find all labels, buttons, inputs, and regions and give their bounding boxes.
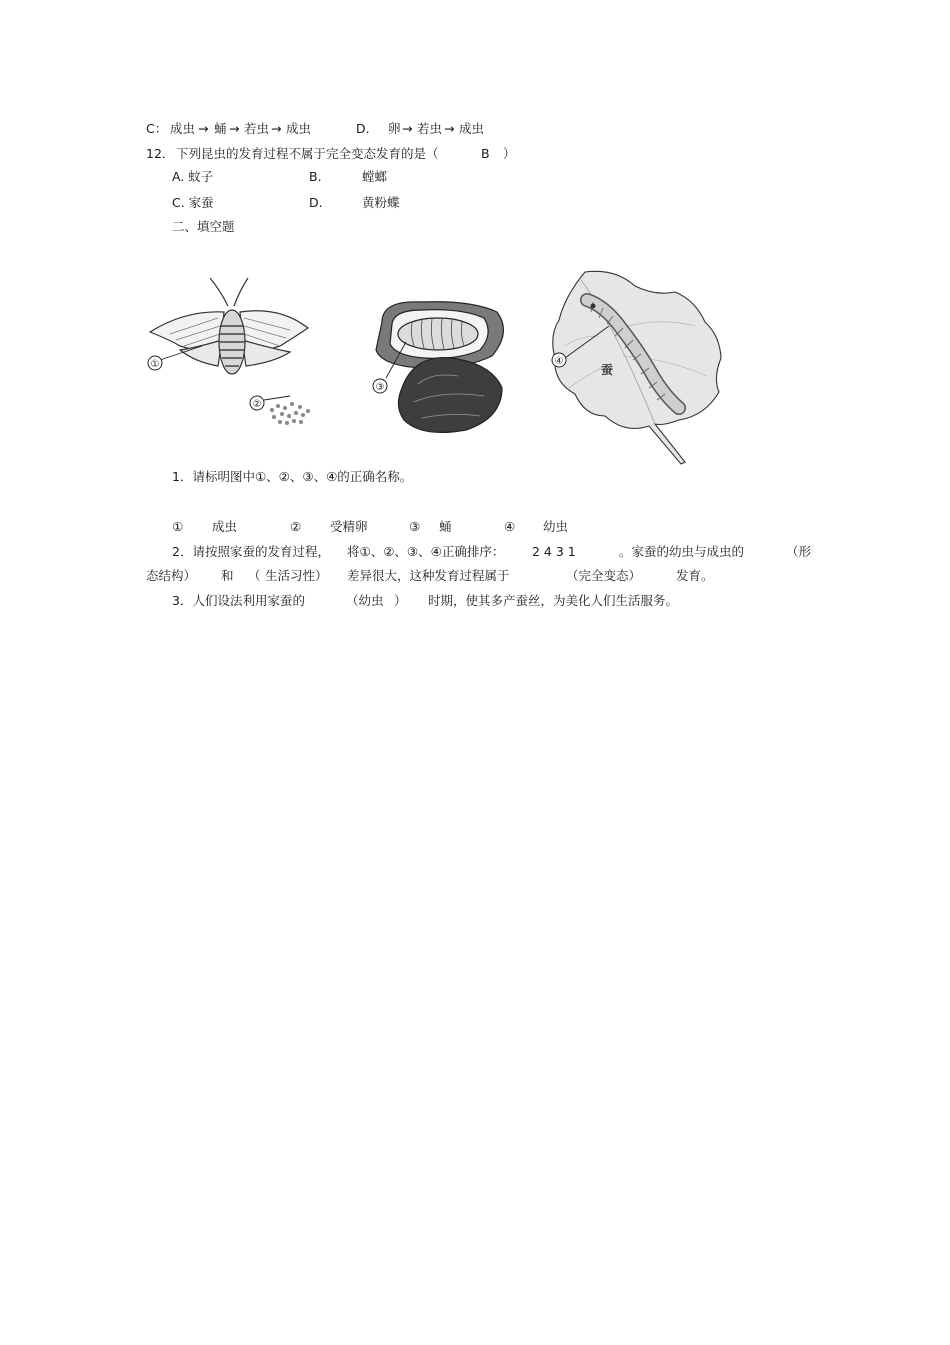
arrow-icon: → [229, 121, 240, 136]
section-title: 二、填空题 [172, 219, 235, 234]
answer-larva: 幼虫 [543, 519, 569, 534]
answer-pupa: 蛹 [439, 519, 452, 534]
fill-q2-part-i: 差异很大，这种发育过程属于 [347, 568, 510, 583]
fill-q3-part-a: 3．人们设法利用家蚕的 [172, 593, 305, 608]
mark-3: ③ [375, 382, 385, 393]
q12-answer: B [481, 146, 490, 161]
q11-c-stage-3: 若虫 [244, 121, 270, 136]
fill-q2-part-e: 态结构） [146, 568, 197, 583]
fill-q2-part-g: （ [248, 568, 261, 583]
q12-option-d-text: 黄粉蝶 [362, 195, 400, 210]
mark-4: ④ [554, 356, 564, 367]
arrow-icon: → [402, 121, 413, 136]
q12-option-b-text: 螳螂 [362, 169, 388, 184]
fill-q2-part-h: 生活习性） [265, 568, 328, 583]
q11-d-stage-2: 若虫 [417, 121, 443, 136]
answer-mark-1: ① [172, 519, 184, 534]
q11-c-stage-2: 蛹 [214, 121, 227, 136]
answer-mark-2: ② [290, 519, 302, 534]
fill-q2-part-a: 2．请按照家蚕的发育过程， [172, 544, 330, 559]
fill-q1: 1．请标明图中①、②、③、④的正确名称。 [172, 469, 413, 484]
answer-adult: 成虫 [212, 519, 238, 534]
arrow-icon: → [271, 121, 282, 136]
mark-1: ① [150, 359, 160, 370]
q12-number: 12． [146, 146, 175, 161]
q11-c-stage-4: 成虫 [286, 121, 312, 136]
fill-q2-part-k: 发育。 [676, 568, 714, 583]
fill-q2-part-c: 。家蚕的幼虫与成虫的 [619, 544, 745, 559]
arrow-icon: → [444, 121, 455, 136]
q12-option-d-label: D. [309, 195, 323, 210]
fill-q3-part-d: 时期，使其多产蚕丝，为美化人们生活服务。 [428, 593, 679, 608]
q12-option-a: A. 蚊子 [172, 169, 214, 184]
q12-option-c: C. 家蚕 [172, 195, 214, 210]
fill-q2-answer-order: 2 4 3 1 [532, 544, 576, 559]
fill-q2-part-j: （完全变态） [566, 568, 642, 583]
fill-q2-part-b: 将①、②、③、④正确排序： [347, 544, 505, 559]
q11-d-stage-3: 成虫 [459, 121, 485, 136]
fill-q3-part-c: ） [394, 593, 407, 608]
silkmoth-illustration [140, 270, 320, 440]
mark-2: ② [252, 399, 262, 410]
q12-close-paren: ） [503, 146, 516, 161]
fill-q2-part-f: 和 [221, 568, 234, 583]
leaf-label: 蚕 [600, 363, 614, 377]
q11-c-stage-1: 成虫 [170, 121, 196, 136]
answer-mark-4: ④ [504, 519, 516, 534]
q12-stem: 下列昆虫的发育过程不属于完全变态发育的是（ [176, 146, 439, 161]
q11-option-d-label: D. [356, 121, 370, 136]
answer-mark-3: ③ [409, 519, 421, 534]
fill-q2-part-d: （形 [786, 544, 812, 559]
pupa-cocoon-illustration [362, 292, 522, 442]
q11-option-c-label: C： [146, 121, 168, 136]
q12-option-b-label: B. [309, 169, 322, 184]
answer-egg: 受精卵 [330, 519, 368, 534]
fill-q3-part-b: （幼虫 [346, 593, 384, 608]
larva-leaf-illustration [545, 266, 745, 466]
arrow-icon: → [198, 121, 209, 136]
q11-d-stage-1: 卵 [388, 121, 401, 136]
